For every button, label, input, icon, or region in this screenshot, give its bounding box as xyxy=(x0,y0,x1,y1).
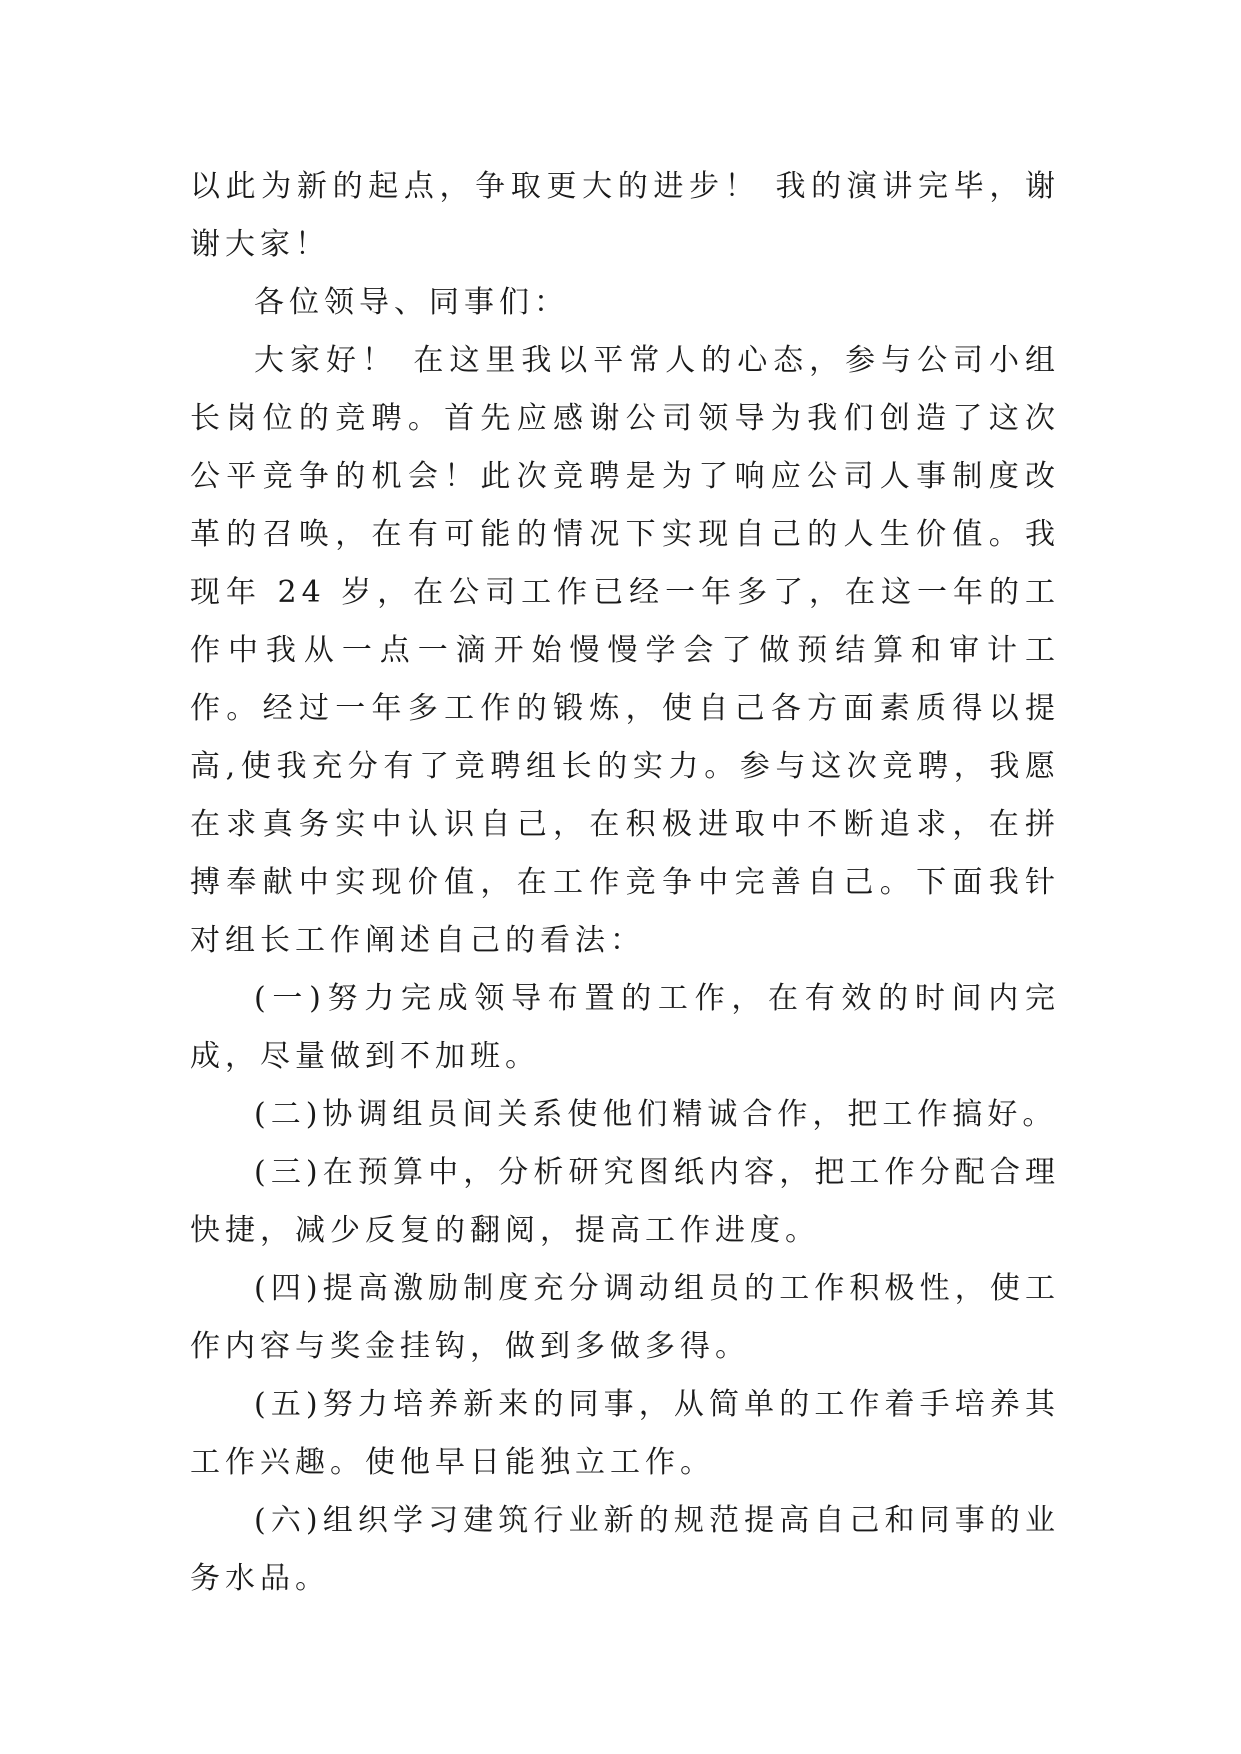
list-item-2: (二)协调组员间关系使他们精诚合作，把工作搞好。 xyxy=(254,1097,1058,1132)
document-page xyxy=(190,158,1060,1608)
list-item-5: (五)努力培养新来的同事，从简单的工作着手培养其工作兴趣。使他早日能独立工作。 xyxy=(190,1387,1060,1480)
salutation: 各位领导、同事们： xyxy=(254,285,569,320)
body-paragraph-intro: 大家好！ 在这里我以平常人的心态，参与公司小组长岗位的竞聘。首先应感谢公司领导为我们创造了这次公平竞争的机会！此次竞聘是为了响应公司人事制度改革的召唤，在有可能的情况下实现自己的人生价值。我现年 24 岁，在公司工作已经一年多了，在这一年的工作中我从一点一滴开始慢慢学会了做预结算和审计工作。经过一年多工作的锻炼，使自己各方面素质得以提高,使我充分有了竞聘组长的实力。参与这次竞聘，我愿在求真务实中认识自己，在积极进取中不断追求，在拼搏奉献中实现价值，在工作竞争中完善自己。下面我针对组长工作阐述自己的看法： xyxy=(190,343,1060,958)
list-item-4: (四)提高激励制度充分调动组员的工作积极性，使工作内容与奖金挂钩，做到多做多得。 xyxy=(190,1271,1060,1364)
list-item-6: (六)组织学习建筑行业新的规范提高自己和同事的业务水品。 xyxy=(190,1503,1060,1596)
list-item-1: (一)努力完成领导布置的工作，在有效的时间内完成，尽量做到不加班。 xyxy=(190,981,1060,1074)
list-item-3: (三)在预算中，分析研究图纸内容，把工作分配合理快捷，减少反复的翻阅，提高工作进度。 xyxy=(190,1155,1060,1248)
closing-paragraph: 以此为新的起点，争取更大的进步！ 我的演讲完毕，谢谢大家！ xyxy=(190,169,1060,262)
